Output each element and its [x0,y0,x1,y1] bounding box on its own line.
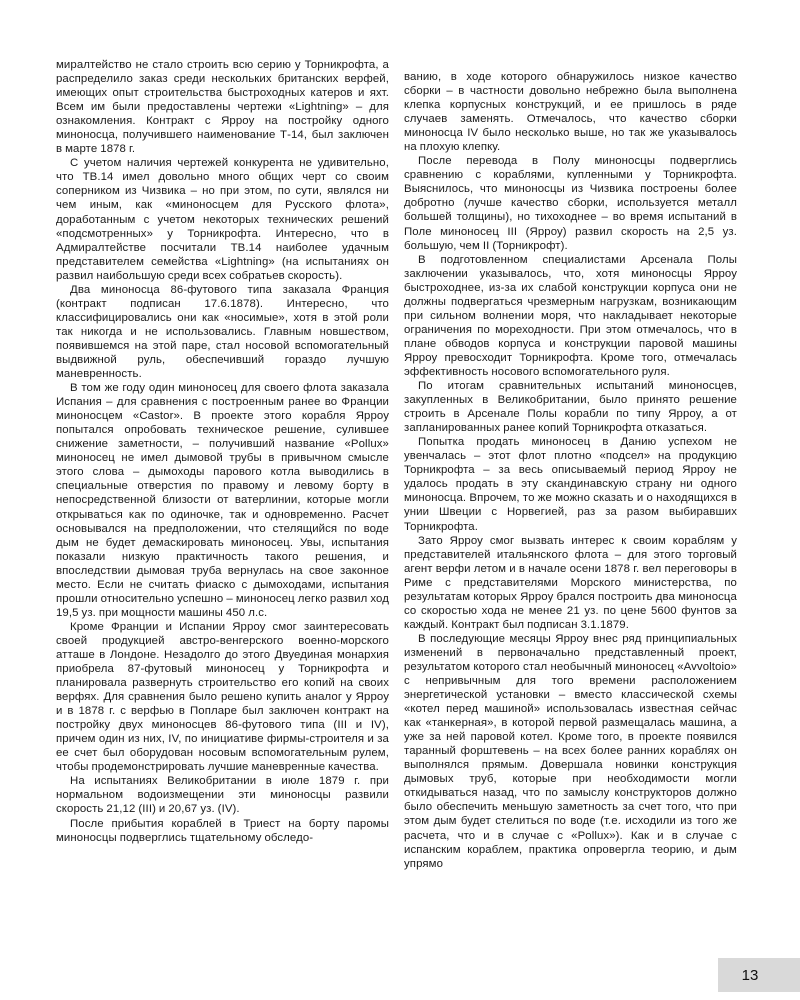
paragraph: По итогам сравнительных испытаний миноносцев, закупленных в Великобритании, было принято решение строить в Арсенале Полы корабли по типу Ярроу, а от запланированных ранее копий Торникрофта отказаться. [404,380,737,435]
paragraph: Зато Ярроу смог вызвать интерес к своим кораблям у представителей итальянского флота – для этого торговый агент верфи летом и в начале осени 1878 г. вел переговоры в Риме с представителями Морского министерства, по результатам которых Ярроу брался построить два миноносца со скоростью хода не менее 21 уз. по цене 5600 фунтов за каждый. Контракт был подписан 3.1.1879. [404,534,737,631]
paragraph: Два миноносца 86-футового типа заказала Франция (контракт подписан 17.6.1878). Интересно, что классифицировались они как «носимые», хотя в этой роли так никогда и не использовались. Главным новшеством, появившемся на этой паре, стал носовой вспомогательный выдвижной руль, обеспечивший гораздо лучшую маневренность. [56,283,389,381]
paragraph: В том же году один миноносец для своего флота заказала Испания – для сравнения с построенным ранее во Франции миноносцем «Castor». В проекте этого корабля Ярроу попытался опробовать техническое решение, сулившее снижение заметности, – получивший название «Pollux» миноносец не имел дымовой трубы в привычном смысле этого слова – дымоходы парового котла выводились в специальные отверстия по правому и левому борту в непосредственной близости от ватерлинии, которые могли открываться как по одиночке, так и одновременно. Расчет основывался на предположении, что стелящийся по воде дым не будет демаскировать миноносец. Увы, испытания показали низкую практичность такого решения, и впоследствии дымовая труба вернулась на свое законное место. Если не считать фиаско с дымоходами, испытания прошли относительно успешно – миноносец легко развил ход 19,5 уз. при мощности машины 450 л.с. [56,382,389,619]
left-text-column [56,58,389,845]
paragraph: С учетом наличия чертежей конкурента не удивительно, что ТВ.14 имел довольно много общих черт со своим соперником из Чизвика – но при этом, по сути, являлся ни чем иным, как «миноносцем для Русского флота», доработанным с учетом некоторых технических решений «подсмотренных» у Торникрофта. Интересно, что в Адмиралтействе посчитали ТВ.14 наиболее удачным представителем семейства «Lightning» (на испытаниях он развил наибольшую среди всех собратьев скорость). [56,157,389,282]
paragraph: После перевода в Полу миноносцы подверглись сравнению с кораблями, купленными у Торникрофта. Выяснилось, что миноносцы из Чизвика построены более добротно (лучше качество сборки, используется металл большей толщины), но тихоходнее – во время испытаний в Поле миноносец III (Ярроу) развил скорость на 2,5 уз. большую, чем II (Торникрофт). [404,155,737,252]
paragraph: миралтейство не стало строить всю серию у Торникрофта, а распределило заказ среди нескольких британских верфей, имеющих опыт строительства быстроходных катеров и яхт. Всем им были предоставлены чертежи «Lightning» – для ознакомления. Контракт с Ярроу на постройку одного миноносца, получившего наименование Т-14, был заключен в марте 1878 г. [56,59,389,156]
paragraph: На испытаниях Великобритании в июле 1879 г. при нормальном водоизмещении эти миноносцы развили скорость 21,12 (III) и 20,67 уз. (IV). [56,775,389,816]
paragraph: Кроме Франции и Испании Ярроу смог заинтересовать своей продукцией австро-венгерского военно-морского атташе в Лондоне. Незадолго до этого Двуединая монархия приобрела 87-футовый миноносец у Торникрофта и планировала развернуть строительство его копий на своих верфях. Для сравнения было решено купить аналог у Ярроу и в 1878 г. с верфью в Попларе был заключен контракт на постройку двух миноносцев 86-футового типа (III и IV), причем один из них, IV, по инициативе фирмы-строителя и за ее счет был оборудован носовым вспомогательным рулем, чтобы продемонстрировать лучшие маневренные качества. [56,620,389,774]
paragraph: В последующие месяцы Ярроу внес ряд принципиальных изменений в первоначально представленный проект, результатом которого стал необычный миноносец «Avvoltoio» с непривычным для того времени расположением энергетической установки – вместо классической схемы «котел перед машиной» использовалась известная сейчас как «танкерная», в которой первой размещалась машина, а уже за ней паровой котел. Кроме того, в проекте появился таранный форштевень – на всех более ранних кораблях он выполнялся прямым. Довершала новинки конструкция дымовых труб, которые при необходимости могли откидываться назад, что по замыслу конструкторов должно было обеспечить меньшую заметность за счет того, что при этом дым будет стелиться по воде (т.е. исходили из того же расчета, что и в случае с «Pollux»). Как и в случае с испанским кораблем, практика опровергла теорию, и дым упрямо [404,632,737,870]
paragraph: После прибытия кораблей в Триест на борту паромы миноносцы подверглись тщательному обследо- [56,817,389,844]
paragraph: Попытка продать миноносец в Данию успехом не увенчалась – этот флот плотно «подсел» на продукцию Торникрофта – за весь описываемый период Ярроу не удалось продать в эту скандинавскую страну ни одного миноносца. Впрочем, то же можно сказать и о находящихся в унии Швеции с Норвегией, раз за разом выбиравших Торникрофта. [404,436,737,533]
paragraph: В подготовленном специалистами Арсенала Полы заключении указывалось, что, хотя миноносцы Ярроу быстроходнее, из-за их слабой конструкции корпуса они не должны подвергаться чрезмерным нагрузкам, возникающим при сильном волнении моря, что накладывает некоторые ограничения по мореходности. При этом отмечалось, что в плане обводов корпуса и конструкции паровой машины Ярроу превосходит Торникрофта. Кроме того, отмечалась эффективность носового вспомогательного руля. [404,253,737,378]
page-number: 13 [741,966,759,984]
paragraph: ванию, в ходе которого обнаружилось низкое качество сборки – в частности довольно небрежно была выполнена клепка корпусных конструкций, и ее пришлось в ряде случаев заменять. Отмечалось, что качество сборки миноносца IV было несколько выше, но так же указывалось на плохую клепку. [404,71,737,154]
right-text-column [404,70,737,871]
